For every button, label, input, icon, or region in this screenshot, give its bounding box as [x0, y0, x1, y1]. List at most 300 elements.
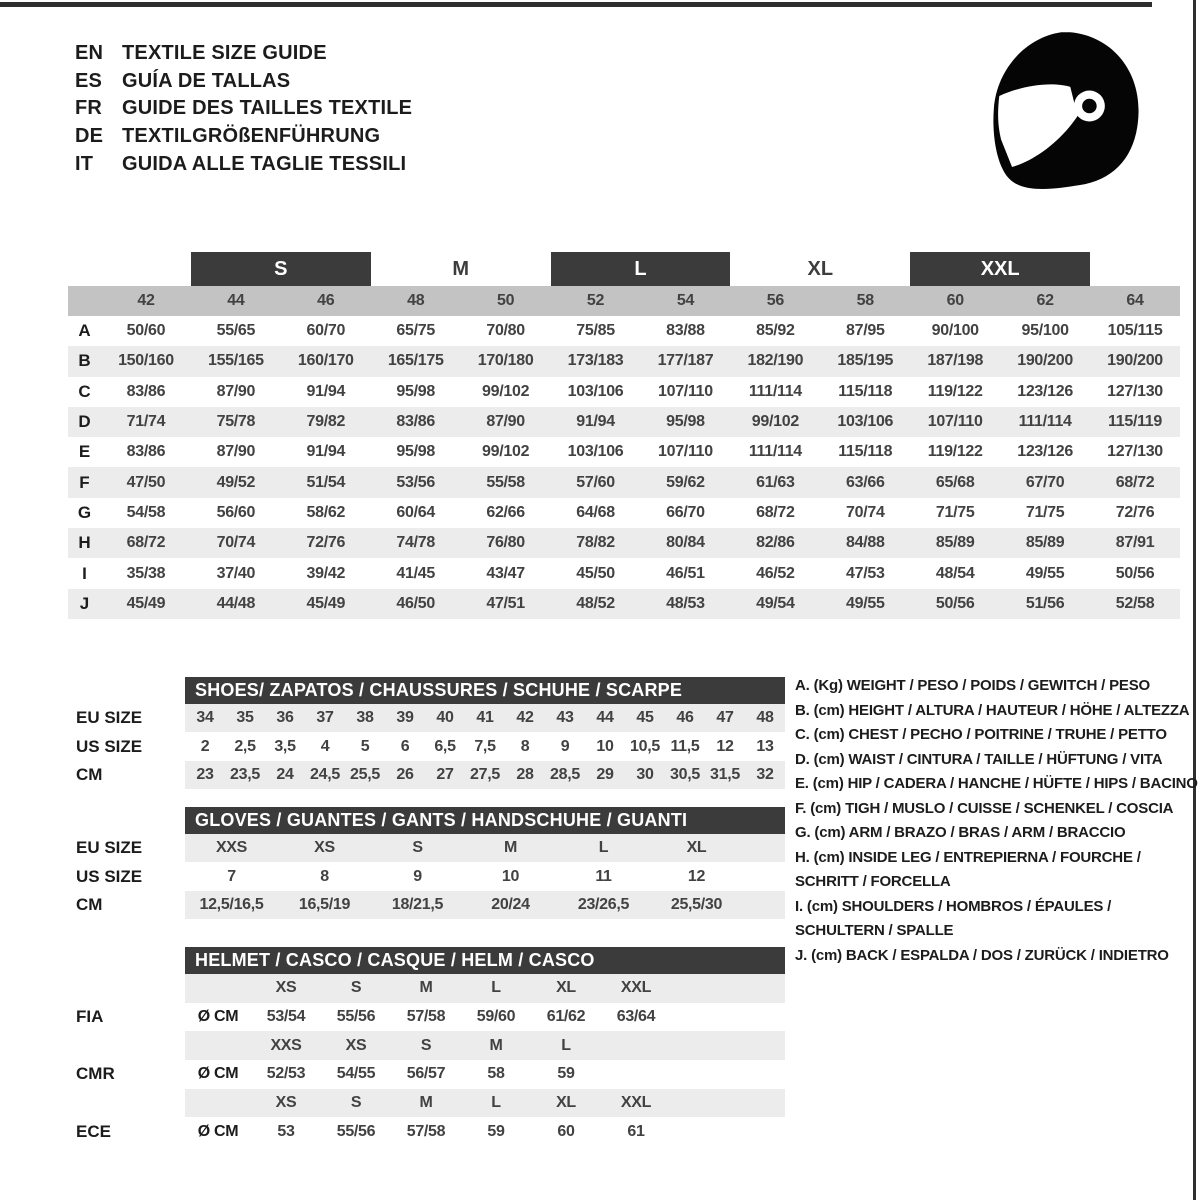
value-cell: 9: [413, 867, 422, 885]
row-values: [185, 891, 785, 919]
value-cell: 10: [501, 867, 520, 885]
size-value-cell: 51/54: [306, 473, 346, 491]
size-value-cell: 45/50: [576, 564, 615, 582]
size-value-cell: 127/130: [1107, 382, 1163, 400]
table-row: [68, 862, 798, 890]
value-cell: 26: [396, 765, 414, 783]
language-row: [75, 95, 412, 123]
size-number-cell: 62: [1036, 292, 1054, 309]
legend-item: H. (cm) INSIDE LEG / ENTREPIERNA / FOURCHE / SCHRITT / FORCELLA: [795, 848, 1141, 890]
value-cell: 25,5/30: [670, 895, 723, 913]
measurement-legend: [795, 674, 1199, 968]
legend-item: E. (cm) HIP / CADERA / HANCHE / HÜFTE / HIPS / BACINO: [795, 775, 1198, 792]
size-label-cell: S: [350, 979, 362, 997]
size-label-cell: L: [491, 1094, 501, 1112]
value-cell: 57/58: [406, 1122, 446, 1140]
size-value-cell: 83/86: [126, 443, 166, 461]
value-cell: 20/24: [491, 895, 530, 913]
value-cell: 43: [556, 709, 574, 727]
size-number-cell: 52: [586, 292, 605, 309]
spacer-cell: [68, 286, 101, 316]
size-value-cell: 63/66: [846, 473, 885, 491]
row-label: EU SIZE: [76, 708, 143, 728]
row-values: [185, 761, 785, 789]
value-cell: 12,5/16,5: [199, 895, 264, 913]
language-row: [75, 68, 412, 96]
row-label: CM: [76, 764, 103, 784]
size-number-cell: 54: [676, 292, 695, 309]
row-label: [68, 1031, 185, 1060]
size-group-m: M: [452, 257, 469, 280]
size-value-cell: 87/95: [846, 322, 885, 340]
size-number-cell: 48: [407, 292, 425, 309]
value-cell: 32: [756, 765, 774, 783]
value-cell: 23: [196, 765, 214, 783]
value-cell: XS: [314, 839, 335, 857]
size-value-cell: 43/47: [486, 564, 525, 582]
size-value-cell: 95/100: [1021, 322, 1069, 340]
size-value-cell: 57/60: [576, 473, 615, 491]
size-value-cell: 78/82: [576, 534, 615, 552]
value-cell: 35: [236, 709, 254, 727]
measurement-row: [68, 498, 1180, 528]
language-title: GUIDE DES TAILLES TEXTILE: [122, 97, 413, 120]
legend-item: D. (cm) WAIST / CINTURA / TAILLE / HÜFTUNG / VITA: [795, 750, 1163, 768]
measurement-row: [68, 377, 1180, 407]
value-cell: 24: [276, 765, 294, 783]
size-value-cell: 70/74: [846, 503, 885, 521]
value-cell: 63/64: [616, 1008, 656, 1026]
size-value-cell: 47/51: [486, 594, 525, 612]
size-value-cell: 127/130: [1107, 443, 1163, 461]
size-value-cell: 123/126: [1017, 443, 1073, 461]
legend-item: J. (cm) BACK / ESPALDA / DOS / ZURÜCK / INDIETRO: [795, 946, 1169, 964]
size-value-cell: 76/80: [486, 534, 525, 552]
size-group-l: L: [551, 252, 731, 286]
spacer-cell: [68, 252, 191, 286]
size-value-cell: 79/82: [306, 413, 346, 431]
value-cell: 30: [636, 765, 654, 783]
diameter-unit: Ø CM: [197, 1122, 239, 1140]
size-group-s: S: [191, 252, 371, 286]
size-value-cell: 99/102: [751, 413, 799, 431]
size-value-cell: 44/48: [216, 594, 256, 612]
measurement-row: [68, 467, 1180, 497]
gloves-title: GLOVES / GUANTES / GANTS / HANDSCHUHE / GUANTI: [185, 807, 785, 834]
size-label-cell: M: [419, 979, 433, 997]
size-value-cell: 165/175: [387, 352, 444, 370]
size-value-cell: 55/65: [216, 322, 256, 340]
size-value-cell: 64/68: [576, 503, 615, 521]
helmet-size-table: [68, 947, 798, 1146]
value-cell: 59: [487, 1122, 505, 1140]
measurement-row: [68, 558, 1180, 588]
table-row: [68, 834, 798, 862]
language-title: GUÍA DE TALLAS: [122, 69, 291, 92]
size-value-cell: 56/60: [216, 503, 256, 521]
value-cell: 34: [196, 709, 214, 727]
size-value-cell: 83/88: [666, 322, 705, 340]
value-cell: 6,5: [434, 737, 456, 755]
size-group-row: [68, 252, 1180, 286]
size-value-cell: 68/72: [756, 503, 795, 521]
helmet-value-row: [68, 1003, 798, 1032]
textile-size-table: [68, 252, 1180, 619]
helmet-size-row: [68, 1089, 798, 1118]
size-value-cell: 49/52: [216, 473, 256, 491]
size-value-cell: 62/66: [486, 503, 525, 521]
size-value-cell: 83/86: [126, 382, 166, 400]
size-value-cell: 87/91: [1115, 534, 1155, 552]
table-row: [68, 704, 798, 732]
value-cell: 3,5: [274, 737, 296, 755]
value-cell: 58: [487, 1065, 505, 1083]
shoes-size-table: [68, 677, 798, 789]
size-value-cell: 84/88: [846, 534, 885, 552]
language-code: DE: [75, 125, 104, 148]
size-label-cell: XXL: [620, 979, 652, 997]
size-value-cell: 85/92: [756, 322, 795, 340]
row-label: [68, 974, 185, 1003]
size-value-cell: 51/56: [1025, 594, 1065, 612]
size-value-cell: 107/110: [927, 413, 983, 431]
value-cell: 36: [276, 709, 294, 727]
value-cell: S: [412, 839, 423, 857]
measurement-row: [68, 407, 1180, 437]
value-cell: 56/57: [406, 1065, 446, 1083]
size-value-cell: 53/56: [396, 473, 435, 491]
helmet-value-row: [68, 1117, 798, 1146]
value-cell: 25,5: [350, 765, 380, 783]
value-cell: 39: [396, 709, 414, 727]
language-title: GUIDA ALLE TAGLIE TESSILI: [122, 152, 407, 175]
value-cell: 47: [716, 709, 734, 727]
legend-item: I. (cm) SHOULDERS / HOMBROS / ÉPAULES / SCHULTERN / SPALLE: [795, 897, 1112, 939]
value-cell: 38: [356, 709, 374, 727]
row-values: [185, 732, 785, 760]
value-cell: 12: [716, 737, 734, 755]
size-value-cell: 119/122: [927, 443, 983, 461]
size-value-cell: 123/126: [1017, 382, 1073, 400]
row-label: D: [78, 412, 91, 432]
legend-item: C. (cm) CHEST / PECHO / POITRINE / TRUHE / PETTO: [795, 726, 1167, 743]
value-cell: 29: [596, 765, 614, 783]
value-cell: 37: [316, 709, 334, 727]
size-value-cell: 37/40: [216, 564, 256, 582]
row-label: FIA: [76, 1007, 104, 1027]
row-values: [185, 1117, 785, 1146]
size-group-xl: XL: [807, 257, 834, 280]
size-label-cell: L: [561, 1036, 571, 1054]
value-cell: 2,5: [234, 737, 256, 755]
size-label-cell: XXL: [620, 1094, 652, 1112]
value-cell: 40: [436, 709, 454, 727]
top-border-line: [0, 2, 1152, 7]
measurement-row: [68, 589, 1180, 619]
value-cell: 44: [596, 709, 614, 727]
size-value-cell: 85/89: [935, 534, 975, 552]
row-label: I: [82, 563, 87, 583]
row-label: J: [79, 593, 90, 613]
value-cell: 53: [277, 1122, 295, 1140]
language-row: [75, 123, 412, 151]
size-value-cell: 182/190: [747, 352, 804, 370]
size-value-cell: 111/114: [748, 443, 802, 461]
size-label-cell: XXS: [270, 1036, 302, 1054]
value-cell: 8: [520, 737, 530, 755]
value-cell: 60: [557, 1122, 575, 1140]
value-cell: 52/53: [266, 1065, 306, 1083]
value-cell: 61: [627, 1122, 645, 1140]
row-values: [185, 862, 785, 890]
value-cell: 6: [400, 737, 410, 755]
value-cell: 10,5: [630, 737, 660, 755]
value-cell: 41: [476, 709, 494, 727]
helmet-size-row: [68, 1031, 798, 1060]
size-value-cell: 107/110: [658, 382, 713, 400]
legend-item: B. (cm) HEIGHT / ALTURA / HAUTEUR / HÖHE / ALTEZZA: [795, 701, 1190, 719]
row-label: CMR: [76, 1064, 115, 1084]
value-cell: 4: [320, 737, 330, 755]
measurement-row: [68, 528, 1180, 558]
size-label-cell: S: [420, 1036, 432, 1054]
value-cell: 28,5: [550, 765, 580, 783]
size-number-cell: 42: [137, 292, 155, 309]
size-value-cell: 70/74: [216, 534, 256, 552]
size-value-cell: 50/56: [935, 594, 975, 612]
size-value-cell: 46/51: [666, 564, 705, 582]
size-value-cell: 71/75: [1025, 503, 1065, 521]
size-number-cell: 56: [766, 292, 784, 309]
size-value-cell: 48/54: [935, 564, 975, 582]
size-value-cell: 119/122: [927, 382, 983, 400]
shoes-title: SHOES/ ZAPATOS / CHAUSSURES / SCHUHE / SCARPE: [185, 677, 785, 704]
size-value-cell: 87/90: [216, 382, 256, 400]
size-value-cell: 41/45: [396, 564, 435, 582]
value-cell: 59: [557, 1065, 575, 1083]
size-label-cell: S: [350, 1094, 362, 1112]
size-value-cell: 103/106: [837, 413, 894, 431]
value-cell: 61/62: [546, 1008, 586, 1026]
size-number-cell: 50: [497, 292, 515, 309]
size-value-cell: 115/118: [838, 443, 893, 461]
size-number-cell: 64: [1126, 292, 1144, 309]
size-value-cell: 91/94: [306, 382, 346, 400]
size-value-cell: 173/183: [567, 352, 624, 370]
value-cell: 54/55: [336, 1065, 376, 1083]
size-value-cell: 48/52: [576, 594, 615, 612]
size-value-cell: 49/54: [756, 594, 795, 612]
size-value-cell: 87/90: [216, 443, 256, 461]
size-value-cell: 46/52: [756, 564, 795, 582]
row-values: [185, 1089, 785, 1118]
value-cell: 57/58: [406, 1008, 446, 1026]
size-value-cell: 71/74: [126, 413, 166, 431]
value-cell: 27,5: [470, 765, 500, 783]
table-row: [68, 732, 798, 760]
size-value-cell: 66/70: [666, 503, 705, 521]
helmet-size-row: [68, 974, 798, 1003]
helmet-title: HELMET / CASCO / CASQUE / HELM / CASCO: [185, 947, 785, 974]
value-cell: 55/56: [336, 1122, 376, 1140]
value-cell: 45: [636, 709, 654, 727]
value-cell: 11,5: [670, 737, 700, 755]
language-code: EN: [75, 42, 104, 65]
language-title: TEXTILGRÖßENFÜHRUNG: [122, 125, 381, 148]
size-value-cell: 67/70: [1025, 473, 1065, 491]
size-label-cell: XS: [275, 979, 297, 997]
language-title: TEXTILE SIZE GUIDE: [122, 42, 327, 65]
size-value-cell: 111/114: [1018, 413, 1072, 431]
language-row: [75, 150, 412, 178]
size-value-cell: 95/98: [396, 382, 435, 400]
value-cell: L: [598, 839, 609, 857]
size-label-cell: M: [419, 1094, 433, 1112]
size-value-cell: 65/68: [935, 473, 975, 491]
size-value-cell: 177/187: [657, 352, 714, 370]
size-value-cell: 160/170: [297, 352, 354, 370]
row-label: EU SIZE: [76, 838, 143, 858]
size-value-cell: 150/160: [118, 352, 174, 370]
row-values: [185, 974, 785, 1003]
size-value-cell: 90/100: [931, 322, 979, 340]
legend-item: A. (Kg) WEIGHT / PESO / POIDS / GEWITCH / PESO: [795, 677, 1150, 694]
value-cell: 7: [227, 867, 236, 885]
size-value-cell: 61/63: [756, 473, 795, 491]
size-value-cell: 70/80: [486, 322, 525, 340]
measurement-row: [68, 346, 1180, 376]
helmet-rows: [68, 974, 798, 1146]
value-cell: XL: [686, 839, 707, 857]
helmet-value-row: [68, 1060, 798, 1089]
size-number-cell: 60: [946, 292, 964, 309]
size-value-cell: 170/180: [477, 352, 534, 370]
size-value-cell: 72/76: [306, 534, 346, 552]
row-label: B: [78, 351, 91, 371]
size-value-cell: 105/115: [1107, 322, 1163, 340]
size-value-cell: 107/110: [658, 443, 713, 461]
value-cell: 24,5: [310, 765, 340, 783]
size-value-cell: 46/50: [396, 594, 435, 612]
size-value-cell: 47/53: [846, 564, 885, 582]
size-value-cell: 85/89: [1025, 534, 1065, 552]
size-value-cell: 190/200: [1017, 352, 1073, 370]
value-cell: 9: [560, 737, 570, 755]
value-cell: 11: [595, 867, 612, 885]
row-values: [185, 704, 785, 732]
size-value-cell: 95/98: [666, 413, 705, 431]
size-value-cell: 99/102: [482, 443, 530, 461]
size-value-cell: 45/49: [306, 594, 346, 612]
value-cell: 8: [320, 867, 329, 885]
size-label-cell: XL: [556, 1094, 576, 1112]
size-value-cell: 49/55: [846, 594, 885, 612]
row-label: G: [77, 502, 92, 522]
value-cell: 48: [756, 709, 774, 727]
value-cell: 28: [516, 765, 534, 783]
size-value-cell: 75/78: [216, 413, 256, 431]
row-label: US SIZE: [76, 736, 143, 756]
value-cell: 23,5: [230, 765, 260, 783]
size-value-cell: 39/42: [306, 564, 346, 582]
size-value-cell: 50/60: [126, 322, 166, 340]
value-cell: 42: [516, 709, 534, 727]
size-label-cell: L: [491, 979, 501, 997]
size-value-cell: 60/64: [396, 503, 435, 521]
value-cell: 30,5: [670, 765, 700, 783]
value-cell: 7,5: [474, 737, 496, 755]
size-value-cell: 95/98: [396, 443, 435, 461]
size-value-cell: 83/86: [396, 413, 435, 431]
value-cell: 31,5: [710, 765, 740, 783]
row-label: CM: [76, 894, 103, 914]
measurement-row: [68, 316, 1180, 346]
size-value-cell: 72/76: [1115, 503, 1155, 521]
row-values: [185, 1031, 785, 1060]
table-row: [68, 761, 798, 789]
value-cell: 27: [436, 765, 454, 783]
value-cell: 59/60: [476, 1008, 516, 1026]
size-value-cell: 49/55: [1025, 564, 1065, 582]
size-value-cell: 187/198: [927, 352, 984, 370]
value-cell: 12: [687, 867, 706, 885]
size-value-cell: 103/106: [567, 443, 624, 461]
size-value-cell: 65/75: [396, 322, 435, 340]
size-label-cell: XL: [556, 979, 576, 997]
row-label: F: [79, 472, 90, 492]
language-title-list: [75, 40, 412, 178]
size-value-cell: 58/62: [306, 503, 346, 521]
value-cell: 10: [596, 737, 614, 755]
row-label: E: [78, 442, 91, 462]
value-cell: 5: [360, 737, 370, 755]
size-label-cell: XS: [275, 1094, 297, 1112]
row-label: A: [78, 321, 91, 341]
size-value-cell: 47/50: [126, 473, 166, 491]
row-values: [185, 1060, 785, 1089]
value-cell: 2: [200, 737, 210, 755]
value-cell: 55/56: [336, 1008, 376, 1026]
size-value-cell: 185/195: [837, 352, 894, 370]
size-value-cell: 91/94: [576, 413, 615, 431]
value-cell: 18/21,5: [391, 895, 444, 913]
size-value-cell: 59/62: [666, 473, 705, 491]
size-value-cell: 68/72: [1115, 473, 1155, 491]
value-cell: M: [503, 839, 518, 857]
gloves-size-table: [68, 807, 798, 919]
size-value-cell: 115/119: [1108, 413, 1163, 431]
size-value-cell: 45/49: [126, 594, 166, 612]
size-value-cell: 111/114: [748, 382, 802, 400]
size-value-cell: 75/85: [576, 322, 615, 340]
size-value-cell: 71/75: [935, 503, 975, 521]
value-cell: XXS: [215, 839, 248, 857]
diameter-unit: Ø CM: [197, 1065, 239, 1083]
size-group-xxl: XXL: [910, 252, 1090, 286]
value-cell: 23/26,5: [577, 895, 630, 913]
size-value-cell: 52/58: [1115, 594, 1155, 612]
value-cell: 13: [756, 737, 774, 755]
language-code: IT: [75, 152, 94, 175]
racing-helmet-icon: [972, 22, 1154, 210]
legend-item: G. (cm) ARM / BRAZO / BRAS / ARM / BRACCIO: [795, 824, 1126, 841]
size-number-cell: 58: [856, 292, 874, 309]
value-cell: 53/54: [266, 1008, 306, 1026]
size-value-cell: 54/58: [126, 503, 166, 521]
row-values: [185, 834, 785, 862]
gloves-rows: [68, 834, 798, 919]
right-border-line: [1193, 0, 1196, 1200]
